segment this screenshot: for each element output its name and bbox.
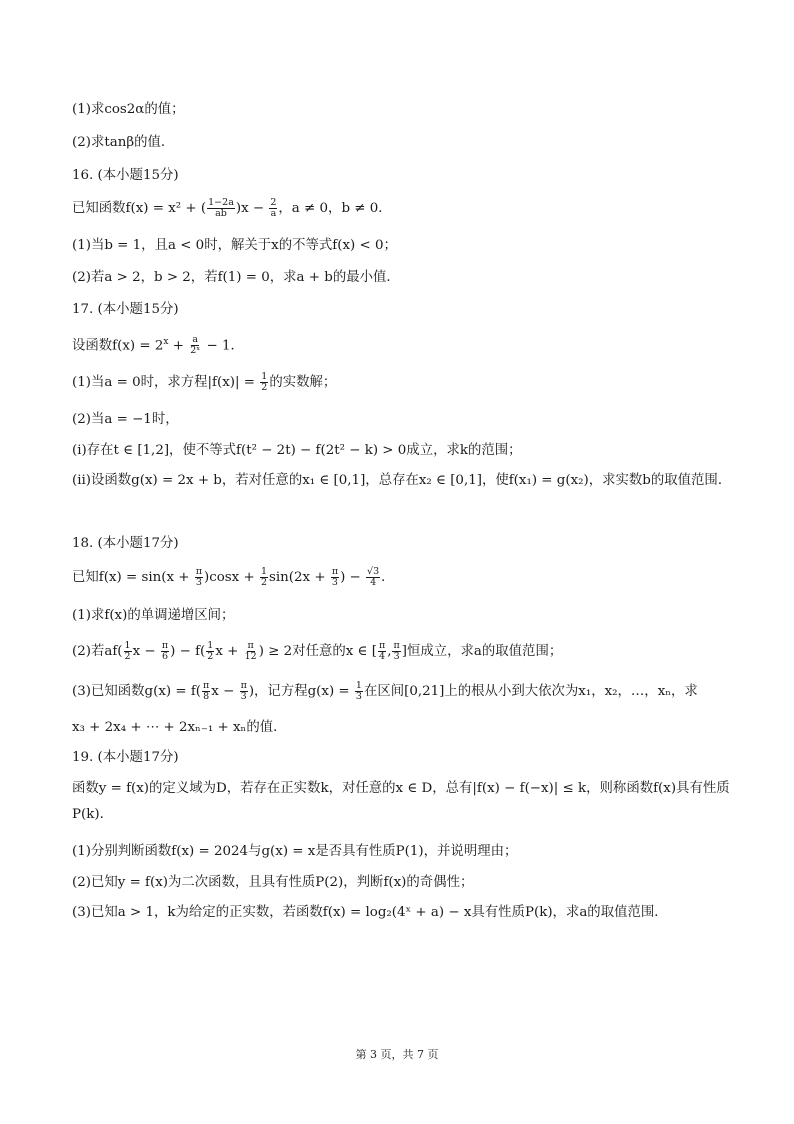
frac-num: π [247, 640, 254, 651]
q17-part1-fraction [260, 372, 268, 393]
frac-num: a [192, 334, 199, 346]
frac-den: 4 [379, 651, 386, 662]
q18-part3-a: (3)已知函数g(x) = f( [72, 684, 202, 699]
frac-pi-3 [195, 567, 203, 588]
page-footer: 第 3 页，共 7 页 [355, 1048, 439, 1061]
frac [378, 641, 386, 662]
q17-part1-a: (1)当a = 0时，求方程|f(x)| = [72, 375, 260, 390]
frac-num: 1 [355, 680, 362, 691]
frac-den: 6 [161, 651, 169, 662]
q18-part2-a: (2)若af( [72, 644, 123, 659]
q19-stem: 函数y = f(x)的定义域为D，若存在正实数k，对任意的x ∈ D，总有|f(x) − f(−x)| ≤ k，则称函数f(x)具有性质P(k)． [72, 781, 730, 822]
frac-pi-3b [331, 567, 339, 588]
q18-stem-b: )cosx + [204, 570, 259, 585]
q17-part2-i: (ⅰ)存在t ∈ [1,2]，使不等式f(t² − 2t) − f(2t² − k) > 0成立，求k的范围； [72, 443, 522, 458]
frac-den: 3 [240, 691, 247, 702]
frac-num: 1 [124, 640, 131, 651]
q17-part1 [72, 372, 734, 393]
frac-den: 2 [207, 651, 214, 662]
frac-num: π [203, 680, 210, 691]
q18-heading: 18. (本小题17分) [72, 536, 179, 551]
q16-stem-c: ，a ≠ 0，b ≠ 0． [278, 201, 392, 216]
q18-part2-e: ) ≥ 2对任意的x ∈ [ [258, 644, 377, 659]
frac-num: 2 [270, 197, 277, 208]
q16-stem-b: )x − [235, 201, 269, 216]
frac-num: π [240, 680, 247, 691]
frac-half [260, 567, 268, 588]
q17-part1-b: 的实数解； [269, 375, 337, 390]
q16-fraction-2 [269, 198, 277, 219]
q17-stem-c: − 1． [202, 338, 244, 354]
frac-num: π [195, 566, 203, 577]
frac [240, 681, 248, 702]
q18-part3-c: )，记方程g(x) = [248, 684, 354, 699]
q18-part1: (1)求f(x)的单调递增区间； [72, 608, 235, 623]
q16-part2: (2)若a > 2，b > 2，若f(1) = 0，求a + b的最小值． [72, 270, 400, 285]
frac-num: π [161, 640, 169, 651]
frac-num: 1 [260, 566, 268, 577]
frac-den: 2 [261, 382, 268, 393]
frac-den: 12 [244, 651, 257, 662]
frac [244, 641, 258, 662]
frac-num: π [393, 640, 400, 651]
frac-den: 8 [203, 691, 210, 702]
q17-exponent: x [163, 337, 169, 347]
q18-stem-e: ． [381, 570, 395, 585]
q17-part2-ii: (ⅱ)设函数g(x) = 2x + b，若对任意的x₁ ∈ [0,1]，总存在x₂ ∈ [0,1]，使f(x₁) = g(x₂)，求实数b的取值范围． [72, 473, 732, 488]
frac-num: π [378, 640, 386, 651]
q18-part3-d: 在区间[0,21]上的根从小到大依次为x₁，x₂，…，xₙ，求 [363, 684, 698, 699]
frac-den: 2 [124, 651, 131, 662]
frac [392, 641, 400, 662]
q17-part2: (2)当a = −1时， [72, 412, 179, 427]
q19-heading: 19. (本小题17分) [72, 750, 179, 765]
frac-den: a [270, 208, 277, 219]
frac-den: 4 [370, 577, 377, 588]
frac-num: π [331, 566, 339, 577]
frac-root3-4 [366, 567, 380, 588]
q17-stem-a: 设函数f(x) = 2 [72, 338, 164, 354]
q18-part3 [72, 681, 734, 702]
frac-den: 2ˣ [190, 345, 201, 357]
q17-stem-b: + [168, 338, 189, 354]
frac-den: 3 [355, 691, 362, 702]
frac-den: 3 [393, 651, 400, 662]
q18-stem [72, 567, 734, 588]
q19-part1: (1)分别判断函数f(x) = 2024与g(x) = x是否具有性质P(1)，并说明理由； [72, 844, 518, 859]
frac-den: 3 [331, 577, 338, 588]
frac [161, 641, 169, 662]
q19-part3: (3)已知a > 1，k为给定的正实数，若函数f(x) = log₂(4ˣ + a) − x具有性质P(k)，求a的取值范围． [72, 905, 668, 920]
q18-stem-a: 已知f(x) = sin(x + [72, 570, 194, 585]
q18-part2-g: ]恒成立，求a的取值范围； [401, 644, 563, 659]
q18-part2-f: , [387, 644, 392, 659]
q18-stem-c: sin(2x + [269, 570, 330, 585]
q17-stem [72, 332, 734, 356]
q15-part2: (2)求tanβ的值． [72, 135, 175, 150]
q17-fraction [189, 335, 201, 356]
frac-den: 3 [195, 577, 202, 588]
frac [202, 681, 210, 702]
q18-stem-d: ) − [340, 570, 366, 585]
q15-part1: (1)求cos2α的值； [72, 102, 185, 117]
q16-heading: 16. (本小题15分) [72, 168, 179, 183]
frac [124, 641, 132, 662]
q17-heading: 17. (本小题15分) [72, 302, 179, 317]
q18-part2-c: ) − f( [170, 644, 206, 659]
q18-part3-b: x − [211, 684, 239, 699]
frac-num: 1 [207, 640, 214, 651]
q16-stem [72, 198, 734, 219]
q19-part2: (2)已知y = f(x)为二次函数，且具有性质P(2)，判断f(x)的奇偶性； [72, 875, 474, 890]
frac-num: √3 [367, 566, 380, 577]
frac-num: 1 [261, 371, 268, 382]
q18-part2 [72, 641, 734, 662]
frac [355, 681, 363, 702]
q16-fraction [207, 198, 235, 219]
q18-part2-d: x + [215, 644, 243, 659]
q16-stem-a: 已知函数f(x) = x² + ( [72, 201, 207, 216]
q18-part3-cont: x₃ + 2x₄ + ⋯ + 2xₙ₋₁ + xₙ的值． [72, 720, 287, 735]
frac [206, 641, 214, 662]
frac-num: 1−2a [208, 197, 234, 208]
frac-den: 2 [260, 577, 268, 588]
q18-part2-b: x − [132, 644, 160, 659]
frac-den: ab [215, 208, 227, 219]
q16-part1: (1)当b = 1，且a < 0时，解关于x的不等式f(x) < 0； [72, 238, 397, 253]
